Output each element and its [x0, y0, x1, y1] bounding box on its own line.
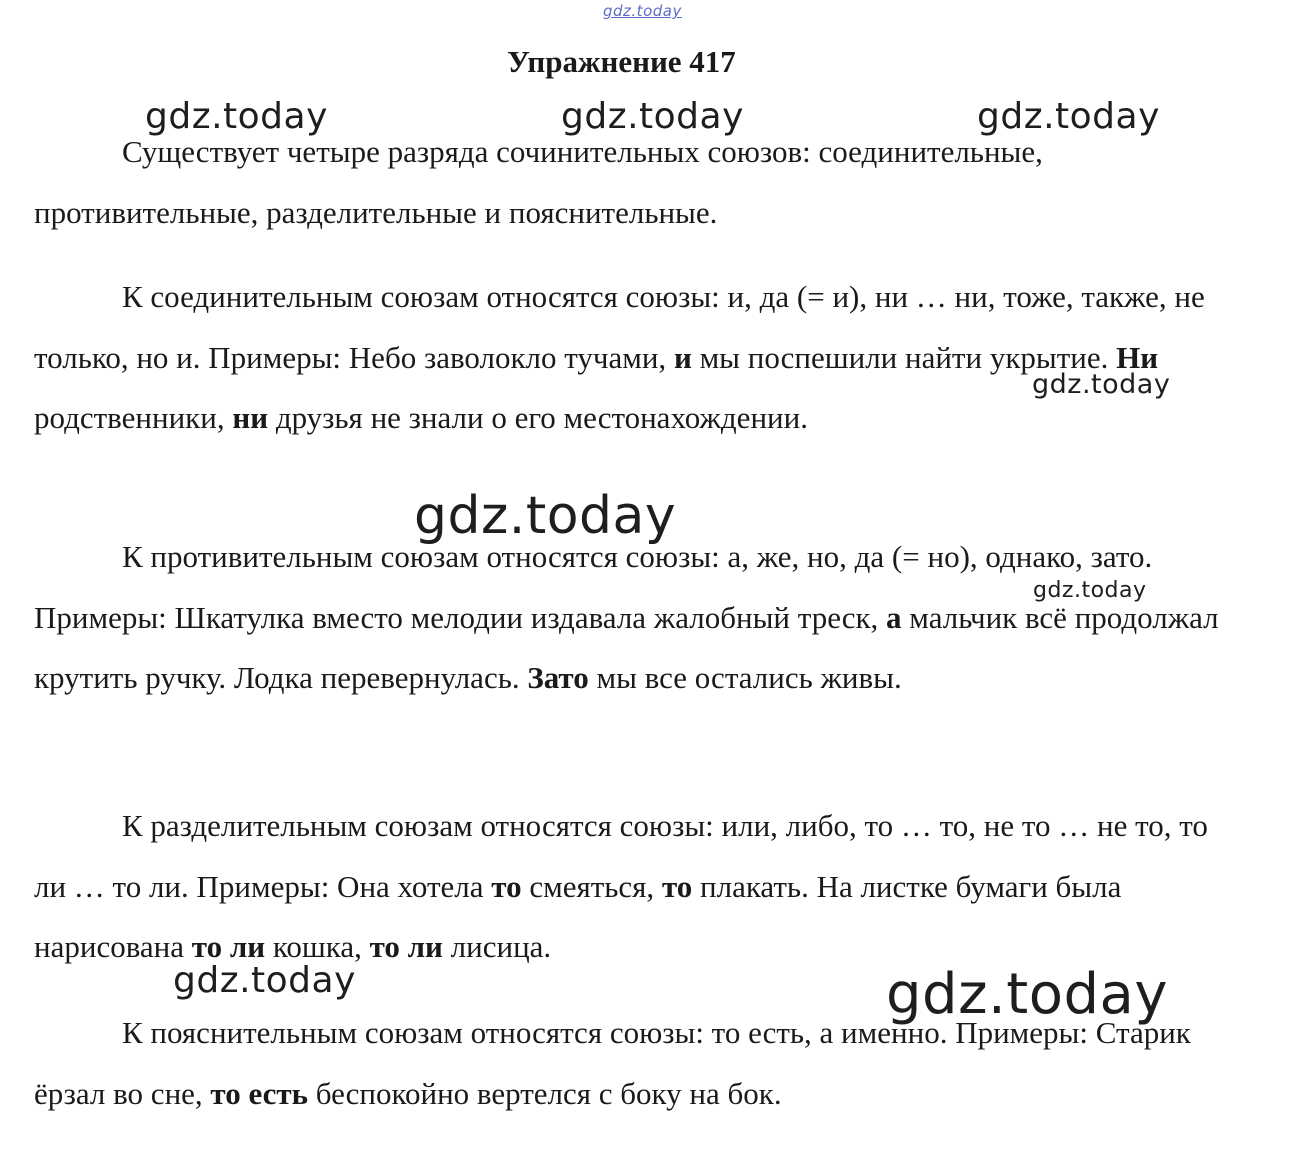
- bold-conjunction: то: [491, 868, 522, 904]
- watermark-top-link: gdz.today: [603, 2, 682, 20]
- paragraph-disjunctive-conjunctions: [34, 796, 1219, 978]
- text-segment: смеяться,: [521, 868, 662, 904]
- bold-conjunction: то ли: [191, 929, 266, 964]
- exercise-title: Упражнение 417: [507, 44, 736, 79]
- watermark: gdz.today: [886, 962, 1169, 1027]
- text-segment: плакать. На листке бумаги была нарисована: [34, 868, 1122, 964]
- bold-conjunction: а: [886, 599, 902, 635]
- text-segment: К пояснительным союзам относятся союзы: то есть, а именно. Примеры: Старик ёрзал во сне,: [34, 1015, 1191, 1111]
- watermark: gdz.today: [1033, 578, 1147, 603]
- bold-conjunction: ни: [232, 400, 269, 435]
- watermark: gdz.today: [145, 96, 328, 137]
- bold-conjunction: то ли: [369, 929, 443, 964]
- paragraph-coordinating-conjunctions: [34, 267, 1219, 449]
- watermark: gdz.today: [977, 96, 1160, 137]
- text-segment: беспокойно вертелся с боку на бок.: [308, 1075, 782, 1111]
- text-segment: мы поспешили найти укрытие.: [691, 339, 1117, 375]
- bold-conjunction: Зато: [527, 660, 589, 695]
- text-segment: мы все остались живы.: [588, 660, 902, 695]
- text-segment: К разделительным союзам относятся союзы: или, либо, то … то, не то … не то, то ли … то ли. Примеры: Она хотела: [34, 808, 1208, 904]
- paragraph-explanatory-conjunctions: [34, 1003, 1219, 1124]
- watermark: gdz.today: [173, 960, 356, 1001]
- text-segment: К соединительным союзам относятся союзы: и, да (= и), ни … ни, тоже, также, не только, но и. Примеры: Небо заволокло тучами,: [34, 279, 1205, 375]
- text-segment: К противительным союзам относятся союзы: а, же, но, да (= но), однако, зато. Примеры: Шкатулка вместо мелодии издавала жалобный треск,: [34, 539, 1153, 635]
- bold-conjunction: то есть: [210, 1075, 309, 1111]
- text-segment: Существует четыре разряда сочинительных союзов: соединительные, противительные, разделительные и пояснительные.: [34, 134, 1043, 230]
- bold-conjunction: Ни: [1116, 339, 1159, 375]
- watermark: gdz.today: [561, 96, 744, 137]
- watermark: gdz.today: [1032, 369, 1171, 400]
- bold-conjunction: и: [673, 339, 692, 375]
- text-segment: мальчик всё продолжал крутить ручку. Лодка перевернулась.: [34, 599, 1219, 695]
- text-segment: родственники,: [34, 400, 233, 435]
- watermark: gdz.today: [414, 486, 677, 546]
- bold-conjunction: то: [661, 868, 693, 904]
- paragraph-intro: [34, 122, 1219, 243]
- paragraph-adversative-conjunctions: [34, 527, 1219, 709]
- text-segment: лисица.: [442, 929, 552, 964]
- text-segment: друзья не знали о его местонахождении.: [268, 400, 808, 435]
- text-segment: кошка,: [265, 929, 370, 964]
